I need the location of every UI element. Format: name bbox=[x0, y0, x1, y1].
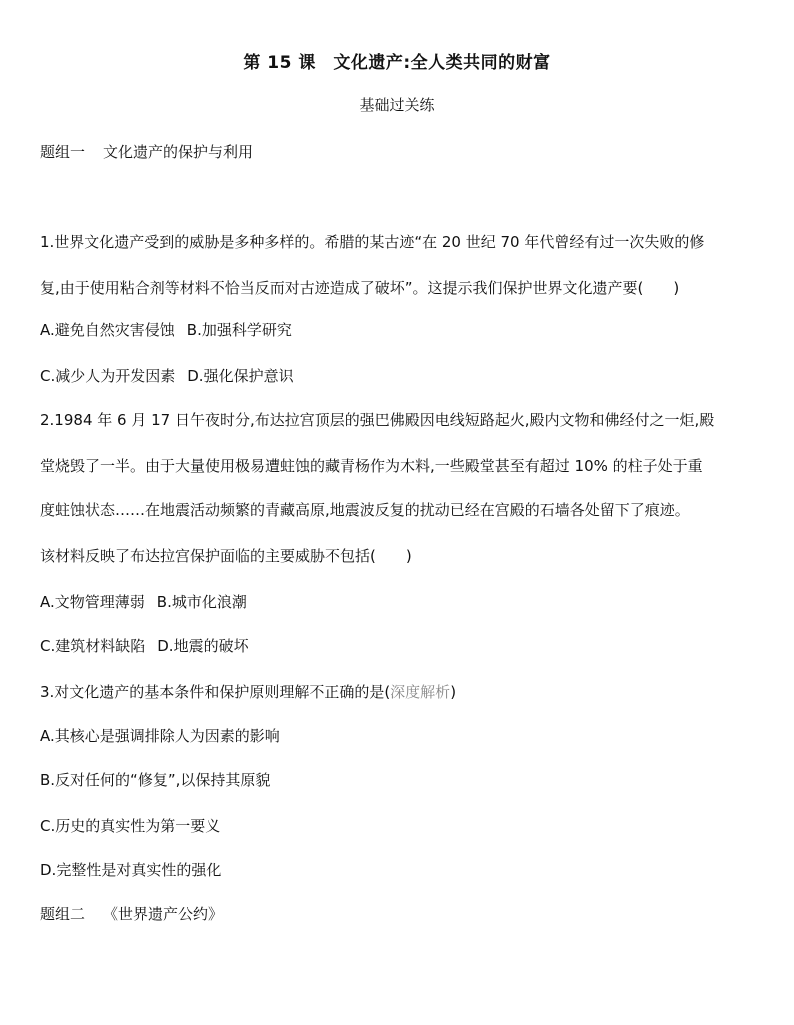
question-2-line-2: 堂烧毁了一半。由于大量使用极易遭蛀蚀的藏青杨作为木料,一些殿堂甚至有超过 10% 的柱子处于重 bbox=[40, 457, 703, 475]
page-subtitle: 基础过关练 bbox=[359, 96, 435, 114]
option-d: D.地震的破坏 bbox=[157, 637, 249, 655]
question-3-option-d: D.完整性是对真实性的强化 bbox=[40, 861, 222, 879]
section-title: 文化遗产的保护与利用 bbox=[103, 143, 254, 161]
question-2-line-4: 该材料反映了布达拉宫保护面临的主要威胁不包括( ) bbox=[40, 547, 412, 565]
question-3-stem bbox=[40, 682, 760, 702]
question-1-options-row-1 bbox=[40, 320, 760, 340]
question-2-options-row-1 bbox=[40, 592, 760, 612]
section-label: 题组二 bbox=[40, 905, 86, 923]
section-heading-2 bbox=[40, 904, 760, 924]
question-1-options-row-2 bbox=[40, 366, 760, 386]
option-b: B.城市化浪潮 bbox=[156, 593, 247, 611]
question-2-options-row-2 bbox=[40, 636, 760, 656]
question-3-option-c: C.历史的真实性为第一要义 bbox=[40, 817, 221, 835]
question-3-close: ) bbox=[450, 683, 457, 701]
option-b: B.加强科学研究 bbox=[186, 321, 292, 339]
question-1-line-1: 1.世界文化遗产受到的威胁是多种多样的。希腊的某古迹“在 20 世纪 70 年代曾经有过一次失败的修 bbox=[40, 233, 705, 251]
question-3-text: 3.对文化遗产的基本条件和保护原则理解不正确的是( bbox=[40, 683, 391, 701]
option-c: C.减少人为开发因素 bbox=[40, 367, 176, 385]
question-3-option-b: B.反对任何的“修复”,以保持其原貌 bbox=[40, 771, 271, 789]
question-2-line-1: 2.1984 年 6 月 17 日午夜时分,布达拉宫顶层的强巴佛殿因电线短路起火,殿内文物和佛经付之一炬,殿 bbox=[40, 411, 715, 429]
question-3-option-a: A.其核心是强调排除人为因素的影响 bbox=[40, 727, 280, 745]
section-title: 《世界遗产公约》 bbox=[103, 905, 224, 923]
question-1-line-2: 复,由于使用粘合剂等材料不恰当反而对古迹造成了破坏”。这提示我们保护世界文化遗产要( ) bbox=[40, 279, 680, 297]
option-a: A.避免自然灾害侵蚀 bbox=[40, 321, 175, 339]
question-2-line-3: 度蛀蚀状态……在地震活动频繁的青藏高原,地震波反复的扰动已经在宫殿的石墙各处留下了痕迹。 bbox=[40, 501, 690, 519]
section-heading-1 bbox=[40, 142, 760, 162]
option-c: C.建筑材料缺陷 bbox=[40, 637, 146, 655]
section-label: 题组一 bbox=[40, 143, 86, 161]
page-title: 第 15 课 文化遗产:全人类共同的财富 bbox=[243, 53, 551, 73]
option-d: D.强化保护意识 bbox=[187, 367, 294, 385]
analysis-note: 深度解析 bbox=[390, 683, 451, 701]
option-a: A.文物管理薄弱 bbox=[40, 593, 145, 611]
